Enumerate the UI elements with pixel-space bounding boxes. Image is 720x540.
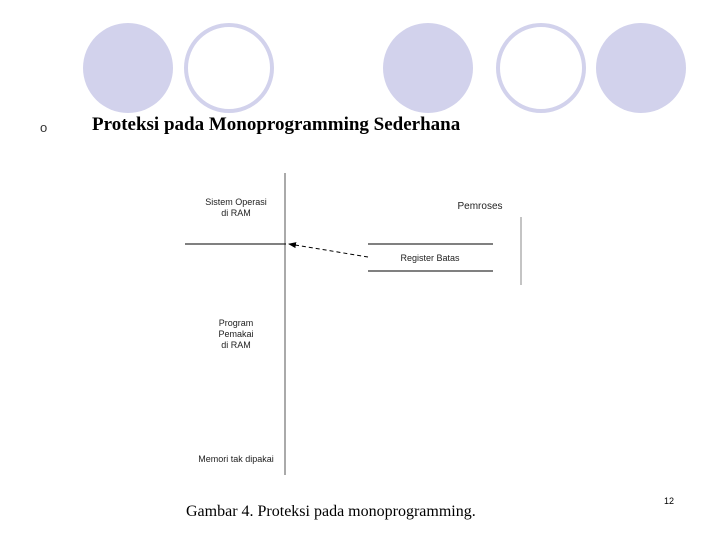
processor-label: Pemroses (457, 201, 503, 212)
register-label: Register Batas (400, 253, 460, 263)
bullet-marker: o (40, 120, 48, 135)
os-label: Sistem Operasi di RAM (205, 197, 267, 218)
slide-title: Proteksi pada Monoprogramming Sederhana (92, 114, 461, 135)
decor-circle-2 (383, 23, 473, 113)
register-arrow (289, 244, 368, 257)
decor-circle-1 (83, 23, 173, 113)
memory-protection-diagram (180, 165, 540, 475)
decor-circle-3 (596, 23, 686, 113)
unused-memory-label: Memori tak dipakai (198, 454, 274, 464)
figure-caption: Gambar 4. Proteksi pada monoprogramming. (186, 503, 476, 520)
decor-ring-1 (184, 23, 274, 113)
page-number: 12 (664, 496, 675, 506)
decor-ring-2 (496, 23, 586, 113)
user-program-label: Program Pemakai di RAM (218, 318, 254, 350)
